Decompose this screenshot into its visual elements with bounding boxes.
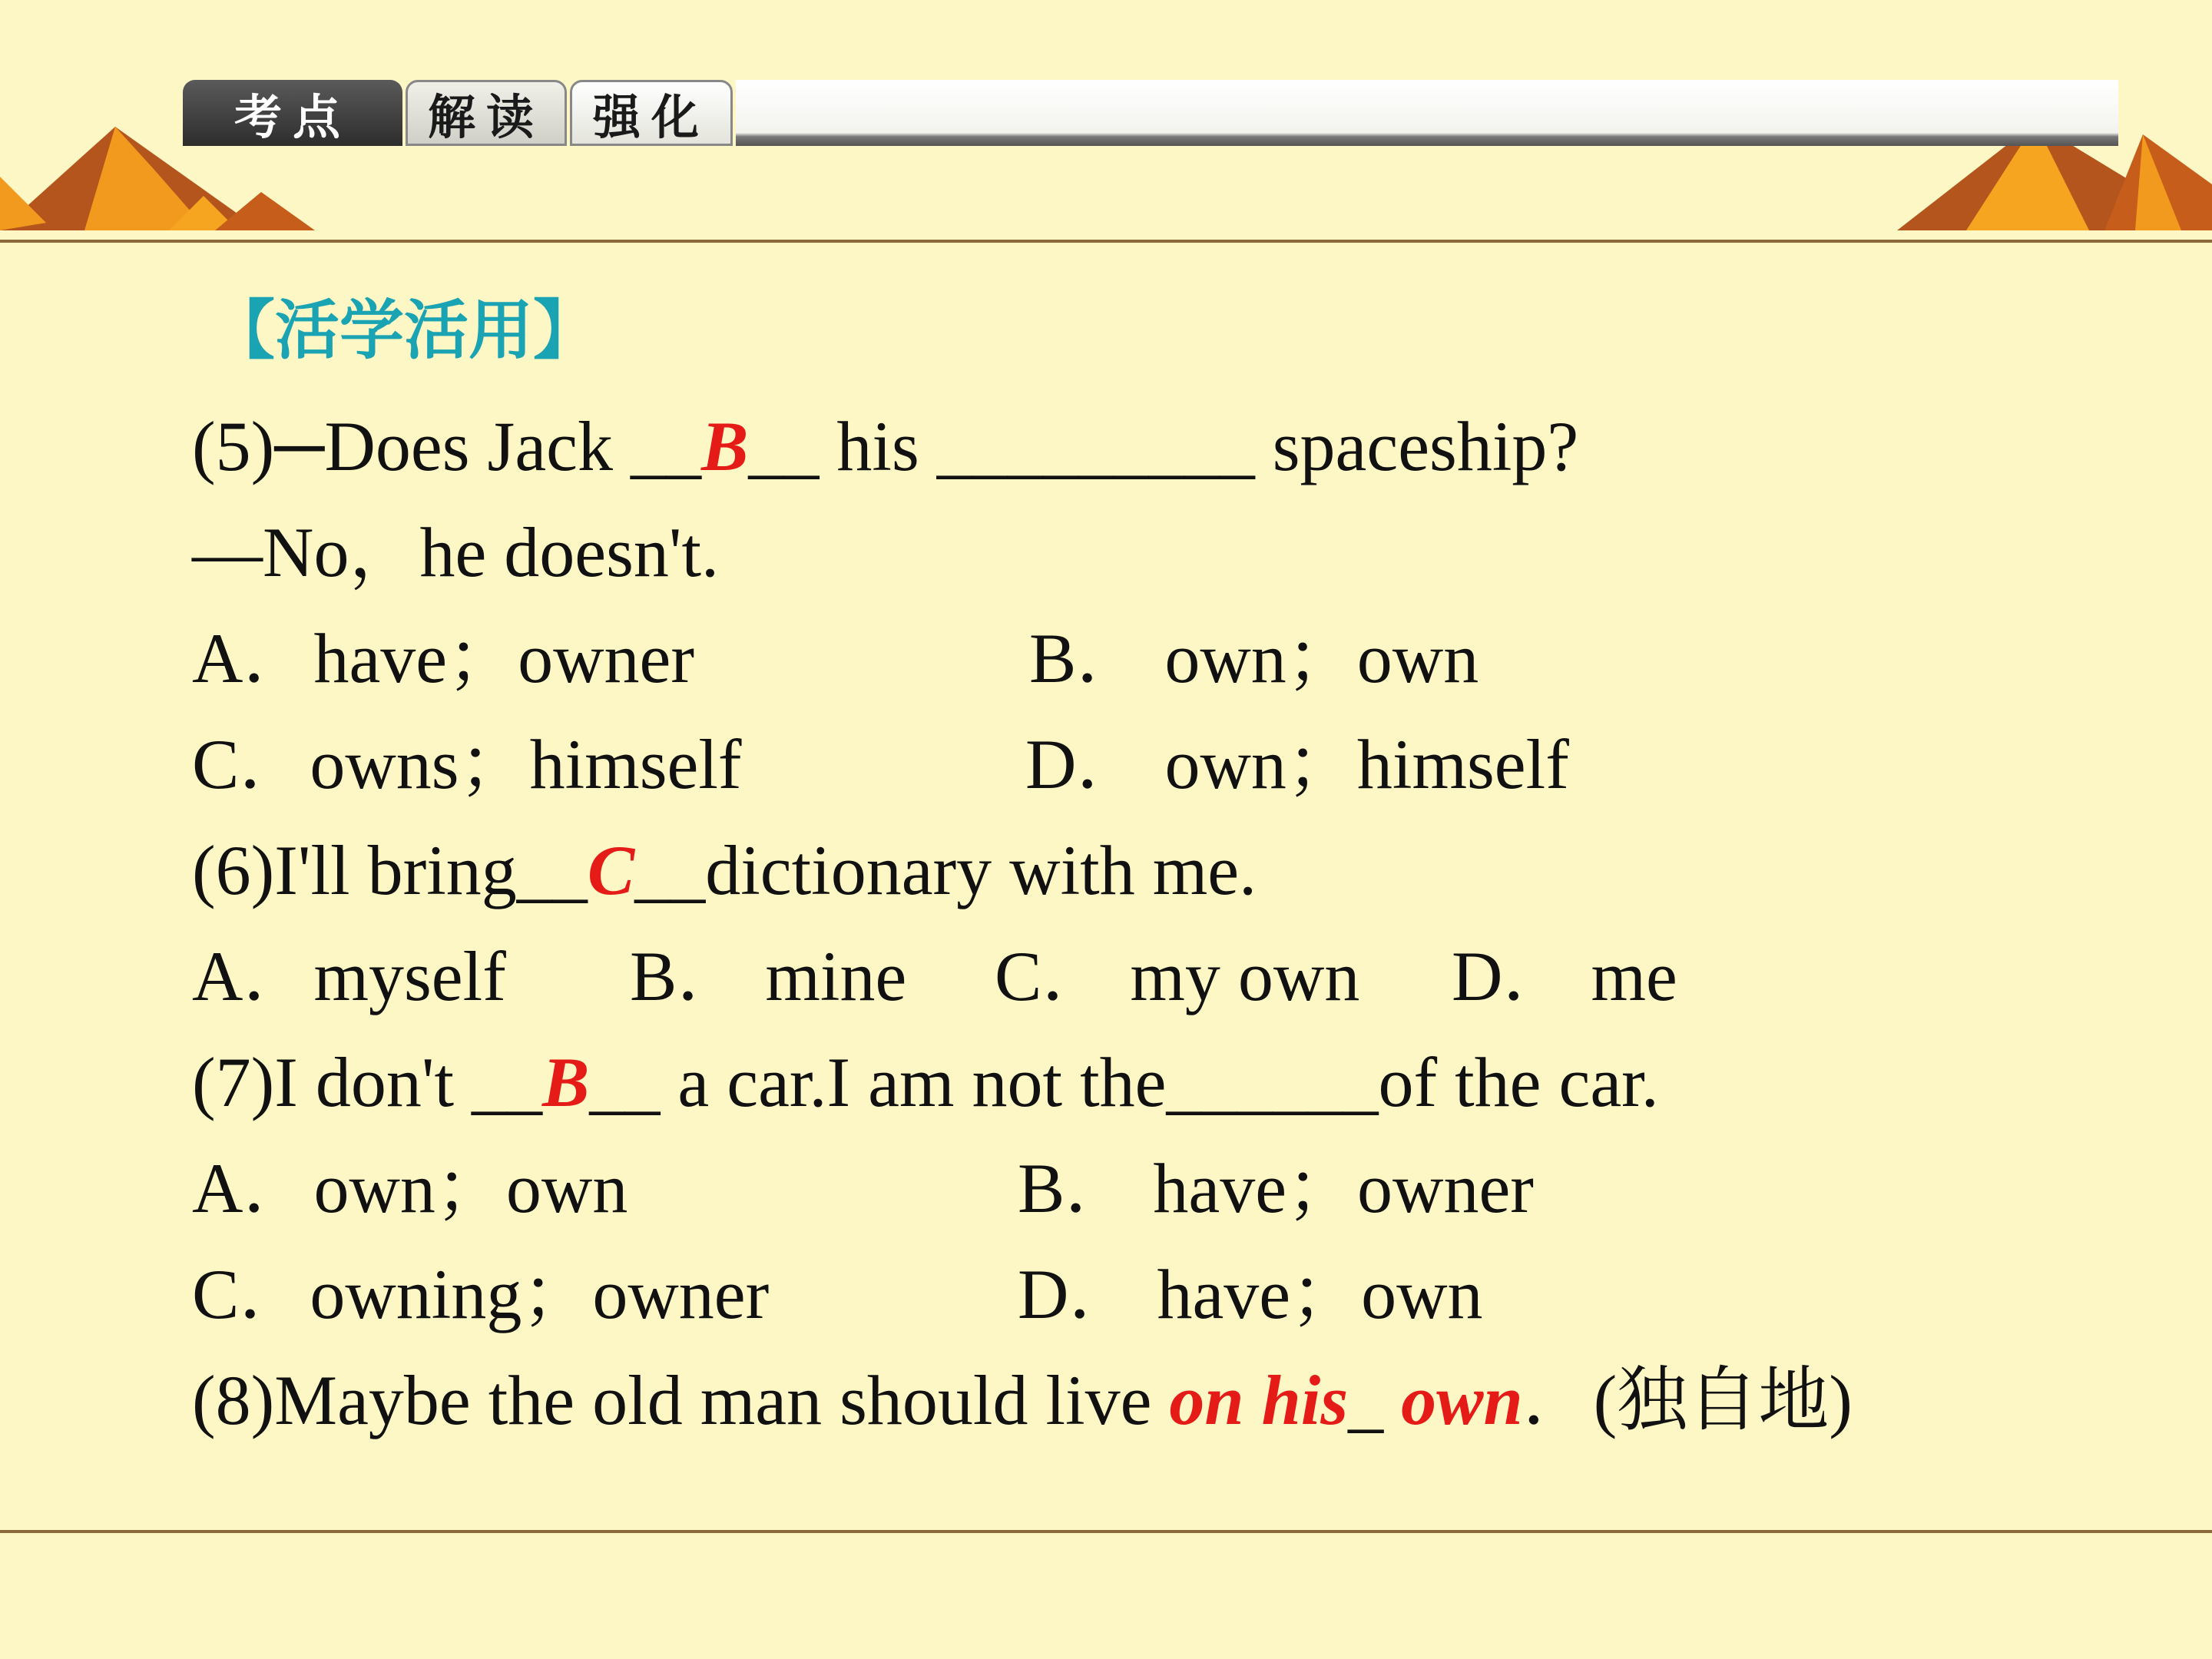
q7-options-ab <box>192 1135 2074 1241</box>
tab-kaodian[interactable]: 考点 <box>183 80 402 146</box>
q8-prefix: (8)Maybe the old man should live <box>192 1361 1170 1439</box>
question-5 <box>192 393 2074 499</box>
q5-option-d: D． own；himself <box>1025 725 1569 803</box>
q7-suffix: __ a car.I am not the______of the car. <box>589 1043 1659 1121</box>
q7-answer: B <box>542 1043 590 1121</box>
q5-reply: —No，he doesn't. <box>192 513 720 591</box>
q7-prefix: (7)I don't __ <box>192 1043 543 1121</box>
q6-options <box>192 923 2074 1029</box>
q8-answer-1: on his <box>1169 1361 1349 1439</box>
q6-option-d: D． me <box>1452 937 1677 1015</box>
q5-option-b: B． own；own <box>1029 619 1479 697</box>
q5-options-ab <box>192 605 2074 711</box>
q7-option-d: D． have；own <box>1018 1255 1483 1333</box>
question-8 <box>192 1347 2074 1453</box>
q5-option-a: A．have；owner <box>192 619 695 697</box>
q6-option-c: C． my own <box>995 937 1360 1015</box>
q6-option-b: B． mine <box>630 937 907 1015</box>
q7-options-cd <box>192 1241 2074 1347</box>
exercise-content <box>192 284 2074 1453</box>
question-7 <box>192 1029 2074 1135</box>
question-6 <box>192 817 2074 923</box>
q7-option-b: B． have；owner <box>1018 1149 1534 1227</box>
q6-answer: C <box>587 831 635 909</box>
q8-blank: _ <box>1348 1361 1402 1439</box>
q8-answer-2: own <box>1401 1361 1523 1439</box>
q6-suffix: __dictionary with me. <box>634 831 1257 909</box>
section-heading: 【活学活用】 <box>210 293 598 368</box>
q5-prefix: (5)─Does Jack __ <box>192 407 702 485</box>
q5-suffix: __ his _________ spaceship? <box>748 407 1579 485</box>
q5-options-cd <box>192 711 2074 817</box>
q5-answer: B <box>701 407 749 485</box>
tab-qianghua[interactable]: 强化 <box>570 80 733 146</box>
tab-jiedu[interactable]: 解读 <box>406 80 567 146</box>
q5-option-c: C．owns；himself <box>192 725 742 803</box>
tab-bar <box>183 80 736 146</box>
q6-prefix: (6)I'll bring__ <box>192 831 588 909</box>
q7-option-a: A．own；own <box>192 1149 628 1227</box>
q8-suffix: ．(独自地) <box>1522 1361 1853 1439</box>
tab-bar-line <box>736 80 2118 146</box>
q6-option-a: A．myself <box>192 937 506 1015</box>
bottom-divider <box>0 1530 2212 1533</box>
q7-option-c: C．owning；owner <box>192 1255 770 1333</box>
